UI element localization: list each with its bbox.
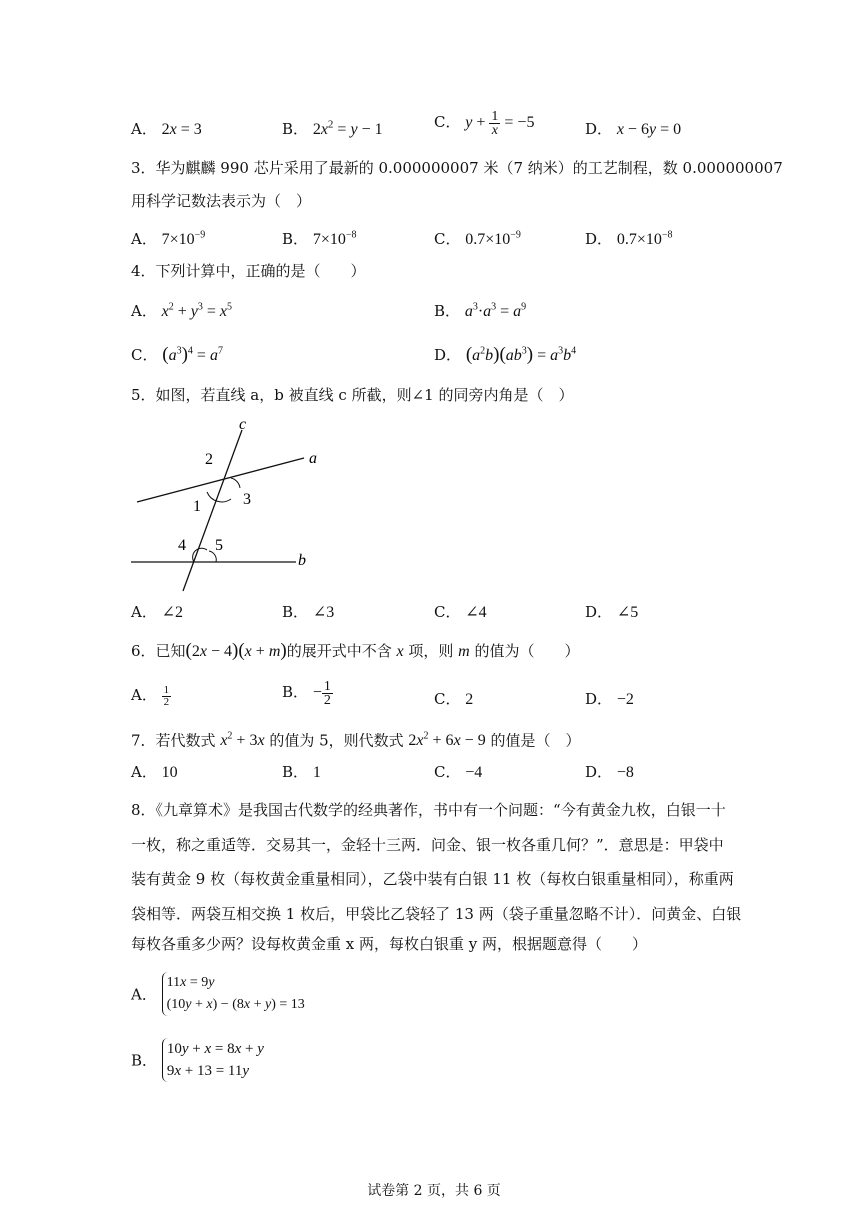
q7-option-c[interactable] [434, 761, 482, 782]
option-expr: 10 [161, 764, 178, 781]
option-letter: A． [131, 302, 157, 320]
option-letter: B． [131, 1051, 158, 1070]
q8-line: 8．《九章算术》是我国古代数学的经典著作，书中有一个问题：“今有黄金九枚，白银一十 [131, 801, 726, 819]
option-letter: B． [282, 603, 309, 621]
q3-stem-line2: 用科学记数法表示为（ ） [131, 192, 312, 210]
option-expr: y + $\frac{1}{x}$ = −5 [465, 109, 535, 138]
q6-option-a[interactable] [131, 684, 171, 708]
q4-option-b[interactable] [434, 300, 526, 321]
q5-option-c[interactable] [434, 601, 487, 622]
option-letter: D． [585, 230, 613, 248]
option-letter: A． [131, 686, 157, 704]
q8-line: 一枚，称之重适等．交易其一，金轻十三两．问金、银一枚各重几何？”．意思是：甲袋中 [131, 836, 724, 854]
option-expr: −8 [616, 764, 634, 781]
q8-line: 装有黄金 9 枚（每枚黄金重量相同），乙袋中装有白银 11 枚（每枚白银重量相同），称重两 [131, 870, 734, 888]
q5-stem: 5．如图，若直线 a，b 被直线 c 所截，则∠1 的同旁内角是（ ） [131, 386, 574, 404]
option-expr: $7\times 10^{-8}$ [312, 229, 357, 248]
option-expr: $7\times 10^{-9}$ [161, 229, 206, 248]
option-letter: C． [434, 113, 461, 132]
label-angle-3: 3 [243, 491, 251, 508]
equation-system [162, 1038, 264, 1082]
option-expr: $2x^2 = y - 1$ [312, 118, 383, 138]
option-letter: A． [131, 985, 157, 1004]
q8-option-a[interactable] [131, 972, 305, 1016]
page-footer: 试卷第 2 页，共 6 页 [367, 1183, 501, 1199]
q4-option-d[interactable] [434, 344, 576, 366]
option-letter: A． [131, 763, 157, 781]
q8-line: 袋相等．两袋互相交换 1 枚后，甲袋比乙袋轻了 13 两（袋子重量忽略不计）．问黄金、白银 [131, 905, 742, 923]
label-angle-2: 2 [205, 451, 213, 468]
q3-option-d[interactable] [585, 228, 672, 249]
option-letter: D． [585, 763, 613, 781]
q6-option-c[interactable] [434, 688, 473, 709]
q3-option-b[interactable] [282, 228, 356, 249]
q2-option-b[interactable] [282, 118, 383, 139]
option-expr: $0.7\times 10^{-8}$ [616, 229, 673, 248]
option-letter: C． [434, 603, 461, 621]
equation-1: 10y + x = 8x + y [166, 1041, 264, 1057]
q7-option-b[interactable] [282, 761, 321, 782]
option-expr: ∠5 [616, 604, 639, 621]
label-c: c [239, 416, 247, 433]
option-letter: D． [585, 603, 613, 621]
label-a: a [309, 450, 317, 467]
option-expr: $(a^3)^4 = a^7$ [162, 344, 223, 365]
equation-system [162, 972, 305, 1016]
label-angle-1: 1 [193, 498, 201, 515]
q7-option-a[interactable] [131, 761, 178, 782]
option-letter: A． [131, 120, 157, 138]
q3-option-c[interactable] [434, 228, 521, 249]
option-expr: 2x = 3 [161, 121, 202, 138]
option-letter: B． [434, 302, 461, 320]
q5-option-d[interactable] [585, 601, 638, 622]
label-angle-4: 4 [178, 537, 186, 554]
angle-arc-3 [231, 478, 240, 488]
option-letter: C． [131, 346, 158, 364]
q2-option-a[interactable] [131, 118, 202, 139]
option-letter: B． [282, 120, 309, 138]
option-expr: −2 [616, 691, 634, 708]
option-expr: $\frac{1}{2}$ [163, 683, 170, 708]
q6-option-d[interactable] [585, 688, 634, 709]
label-angle-5: 5 [215, 537, 223, 554]
option-expr: − $\frac{1}{2}$ [312, 679, 331, 708]
label-b: b [298, 552, 306, 569]
q5-figure [120, 410, 350, 595]
option-letter: A． [131, 230, 157, 248]
option-expr: $0.7\times 10^{-9}$ [465, 229, 521, 248]
option-expr: $x^2 + y^3 = x^5$ [161, 301, 233, 320]
option-expr: ∠4 [465, 604, 487, 621]
option-letter: D． [585, 690, 613, 708]
option-expr: 1 [312, 764, 321, 781]
q5-option-b[interactable] [282, 601, 334, 622]
q8-option-b[interactable] [131, 1038, 264, 1082]
option-expr: $(a^2b)(ab^3) = a^3b^4$ [465, 344, 577, 365]
line-a [137, 458, 304, 502]
option-letter: D． [585, 120, 613, 138]
option-expr: x − 6y = 0 [616, 121, 682, 138]
option-expr: $a^3\cdot a^3 = a^9$ [464, 301, 527, 320]
option-expr: ∠2 [161, 604, 184, 621]
q2-option-d[interactable] [585, 118, 681, 139]
option-letter: D． [434, 346, 462, 364]
q6-stem: 6．已知(2x − 4)(x + m)的展开式中不含 x 项，则 m 的值为（ ） [131, 640, 580, 661]
equation-1: 11x = 9y [166, 975, 215, 990]
q5-option-a[interactable] [131, 601, 183, 622]
q3-option-a[interactable] [131, 228, 205, 249]
option-letter: C． [434, 763, 461, 781]
q4-stem: 4．下列计算中，正确的是（ ） [131, 262, 366, 280]
option-expr: ∠3 [312, 604, 335, 621]
q6-option-b[interactable] [282, 680, 333, 707]
equation-2: (10y + x) − (8x + y) = 13 [166, 997, 305, 1012]
q7-option-d[interactable] [585, 761, 634, 782]
option-letter: C． [434, 690, 461, 708]
option-letter: C． [434, 230, 461, 248]
option-letter: A． [131, 603, 157, 621]
q2-option-c[interactable] [434, 110, 534, 137]
q4-option-c[interactable] [131, 344, 223, 366]
q3-stem-line1: 3．华为麒麟 990 芯片采用了最新的 0.000000007 米（7 纳米）的工艺制程，数 0.000000007 [131, 159, 783, 177]
option-expr: −4 [465, 764, 483, 781]
option-expr: 2 [465, 691, 474, 708]
option-letter: B． [282, 230, 309, 248]
option-letter: B． [282, 683, 309, 702]
equation-2: 9x + 13 = 11y [166, 1063, 250, 1079]
option-letter: B． [282, 763, 309, 781]
q8-line: 每枚各重多少两？设每枚黄金重 x 两，每枚白银重 y 两，根据题意得（ ） [131, 935, 648, 953]
q4-option-a[interactable] [131, 300, 232, 321]
q7-stem: 7．若代数式 $x^2 + 3x$ 的值为 5，则代数式 $2x^2 + 6x - 9$ 的值是（ ） [131, 731, 581, 750]
